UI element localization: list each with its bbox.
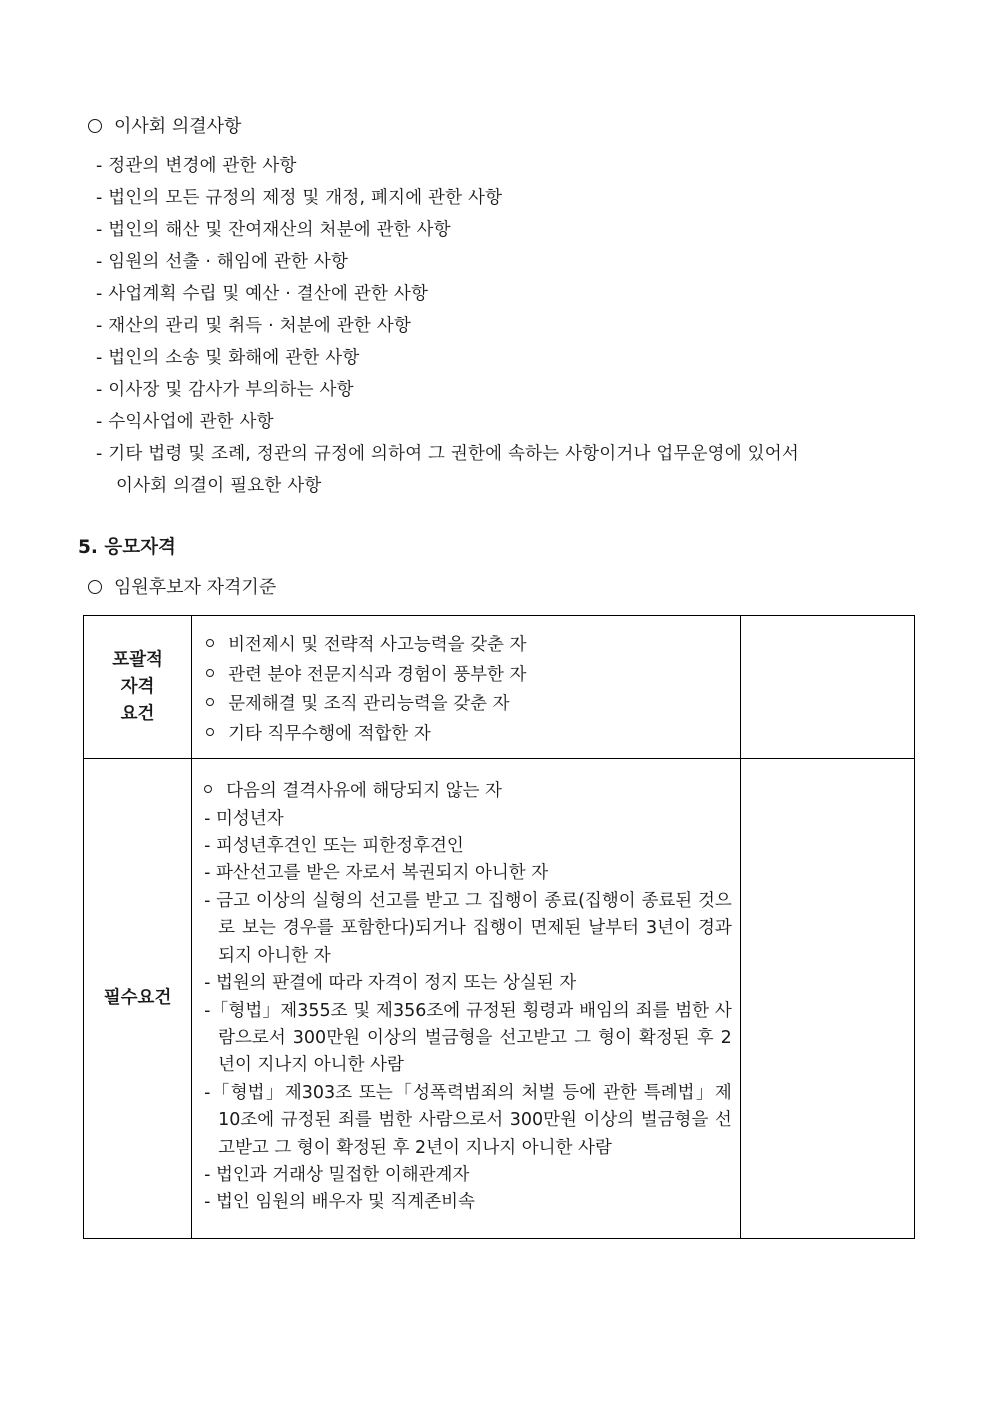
list-item: -「형법」제355조 및 제356조에 규정된 횡령과 배임의 죄를 범한 사람으로서 300만원 이상의 벌금형을 선고받고 그 형이 확정된 후 2년이 지나지 아니한 사람 — [204, 1000, 732, 1076]
list-item: - 금고 이상의 실형의 선고를 받고 그 집행이 종료(집행이 종료된 것으로 보는 경우를 포함한다)되거나 집행이 면제된 날부터 3년이 경과되지 아니한 자 — [204, 890, 732, 966]
list-item: - 수익사업에 관한 사항 — [96, 412, 274, 432]
list-item: - 사업계획 수립 및 예산 · 결산에 관한 사항 — [96, 284, 429, 304]
mandatory-requirements-label: 필수요건 — [84, 759, 192, 1239]
list-item: - 법인의 모든 규정의 제정 및 개정, 폐지에 관한 사항 — [96, 188, 503, 208]
general-requirements-label: 포괄적 자격 요건 — [84, 616, 192, 759]
list-item: 기타 직무수행에 적합한 자 — [206, 720, 740, 750]
list-item: 관련 분야 전문지식과 경험이 풍부한 자 — [206, 661, 740, 691]
list-item: 비전제시 및 전략적 사고능력을 갖춘 자 — [206, 631, 740, 661]
open-circle-icon — [88, 580, 102, 594]
list-item: 다음의 결격사유에 해당되지 않는 자 — [204, 778, 732, 805]
bullet-circle-icon — [206, 728, 214, 736]
board-resolution-heading — [88, 115, 241, 139]
list-item: - 법인과 거래상 밀접한 이해관계자 — [204, 1164, 470, 1185]
list-item: - 임원의 선출 · 해임에 관한 사항 — [96, 252, 349, 272]
open-circle-icon — [88, 119, 102, 133]
list-item: - 법인의 해산 및 잔여재산의 처분에 관한 사항 — [96, 220, 451, 240]
list-item: 문제해결 및 조직 관리능력을 갖춘 자 — [206, 690, 740, 720]
list-item: - 재산의 관리 및 취득 · 처분에 관한 사항 — [96, 316, 411, 336]
note-cell — [740, 616, 914, 759]
bullet-circle-icon — [206, 669, 214, 677]
table-row — [84, 616, 915, 759]
board-heading-text: 이사회 의결사항 — [114, 116, 242, 137]
list-item-continuation: 이사회 의결이 필요한 사항 — [116, 476, 322, 496]
qualification-table — [83, 615, 915, 1239]
list-item: - 파산선고를 받은 자로서 복권되지 아니한 자 — [204, 863, 549, 884]
bullet-circle-icon — [204, 785, 212, 793]
list-item: - 법원의 판결에 따라 자격이 정지 또는 상실된 자 — [204, 973, 577, 994]
list-item: - 정관의 변경에 관한 사항 — [96, 156, 297, 176]
list-item: - 법인의 소송 및 화해에 관한 사항 — [96, 348, 360, 368]
board-resolution-list — [96, 150, 896, 502]
list-item: - 미성년자 — [204, 808, 284, 829]
list-item: - 법인 임원의 배우자 및 직계존비속 — [204, 1192, 475, 1213]
list-item: -「형법」제303조 또는「성폭력범죄의 처벌 등에 관한 특례법」제 10조에 규정된 죄를 범한 사람으로서 300만원 이상의 벌금형을 선고받고 그 형이 확정된 후 2년이 지나지 아니한 사람 — [204, 1082, 732, 1158]
list-item: - 기타 법령 및 조례, 정관의 규정에 의하여 그 권한에 속하는 사항이거나 업무운영에 있어서 — [96, 444, 799, 464]
note-cell — [740, 759, 914, 1239]
candidate-criteria-heading — [88, 576, 276, 600]
criteria-heading-text: 임원후보자 자격기준 — [114, 577, 277, 598]
mandatory-requirements-cell — [192, 759, 741, 1239]
bullet-circle-icon — [206, 698, 214, 706]
list-item: - 이사장 및 감사가 부의하는 사항 — [96, 380, 354, 400]
general-requirements-cell — [192, 616, 741, 759]
list-item: - 피성년후견인 또는 피한정후견인 — [204, 836, 464, 857]
table-row — [84, 759, 915, 1239]
section-title: 5. 응모자격 — [78, 537, 176, 558]
bullet-circle-icon — [206, 639, 214, 647]
